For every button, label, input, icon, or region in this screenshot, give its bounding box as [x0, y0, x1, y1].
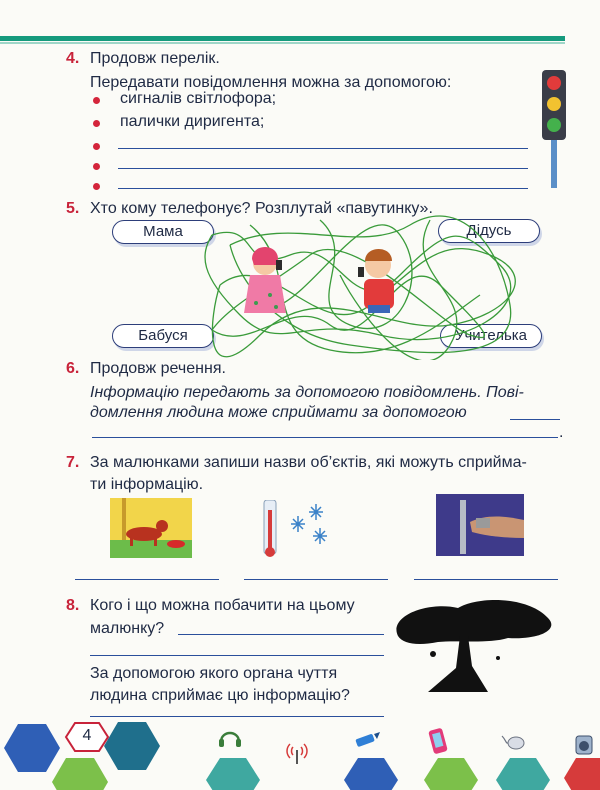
task4-intro: Передавати повідомлення можна за допомогою:	[90, 74, 452, 91]
task7-line2: ти інформацію.	[90, 476, 204, 493]
answer-line[interactable]	[90, 655, 384, 656]
page-number-badge	[64, 722, 110, 752]
marker-icon	[354, 732, 380, 748]
label-babusia: Бабуся	[112, 324, 214, 348]
header-stripe-light	[0, 42, 565, 44]
task6-title: Продовж речення.	[90, 360, 226, 377]
headphones-icon	[218, 726, 242, 748]
speaker-icon	[574, 734, 594, 756]
bullet	[93, 97, 100, 104]
answer-line[interactable]	[178, 634, 384, 635]
answer-line[interactable]	[118, 168, 528, 169]
task4-title: Продовж перелік.	[90, 50, 220, 67]
sentence-end: .	[559, 424, 564, 441]
task7-line1: За малюнками запиши назви об’єктів, які можуть сприйма-	[90, 454, 527, 471]
answer-line[interactable]	[414, 579, 558, 580]
hand-thermometer-picture	[436, 494, 524, 556]
header-stripe	[0, 36, 565, 41]
tangled-wires[interactable]	[200, 215, 520, 360]
tree-silhouette-picture	[388, 596, 558, 696]
thermometer-snowflakes-picture	[260, 500, 335, 560]
task4-item-1: сигналів світлофора;	[120, 90, 277, 107]
label-uchytelka: Учителька	[440, 324, 542, 348]
phone-icon	[428, 728, 448, 756]
task4-item-2: палички диригента;	[120, 113, 265, 130]
answer-line[interactable]	[92, 437, 558, 438]
answer-line[interactable]	[118, 148, 528, 149]
bullet	[93, 143, 100, 150]
task4-number: 4.	[66, 50, 80, 67]
answer-line[interactable]	[90, 716, 384, 717]
task8-number: 8.	[66, 597, 80, 614]
bullet	[93, 183, 100, 190]
task8-q2-line2: людина сприймає цю інформацію?	[90, 687, 350, 704]
task8-q1-line2: малюнку?	[90, 620, 165, 637]
bullet	[93, 163, 100, 170]
answer-line[interactable]	[244, 579, 388, 580]
task6-line1: Інформацію передають за допомогою повідомлень. Пові-	[90, 384, 524, 401]
dog-picture	[110, 498, 192, 558]
traffic-light-icon	[540, 68, 570, 190]
antenna-icon	[286, 740, 308, 766]
task7-number: 7.	[66, 454, 80, 471]
page-number: 4	[82, 727, 92, 744]
task6-number: 6.	[66, 360, 80, 377]
task8-q2-line1: За допомогою якого органа чуття	[90, 665, 338, 682]
task5-title: Хто кому телефонує? Розплутай «павутинку».	[90, 200, 433, 217]
label-mama: Мама	[112, 220, 214, 244]
bullet	[93, 120, 100, 127]
answer-line[interactable]	[118, 188, 528, 189]
answer-line[interactable]	[510, 419, 560, 420]
mouse-icon	[500, 732, 526, 752]
label-didus: Дідусь	[438, 219, 540, 243]
task6-line2: домлення людина може сприймати за допомогою	[90, 404, 467, 421]
answer-line[interactable]	[75, 579, 219, 580]
task8-q1-line1: Кого і що можна побачити на цьому	[90, 597, 355, 614]
task5-number: 5.	[66, 200, 80, 217]
